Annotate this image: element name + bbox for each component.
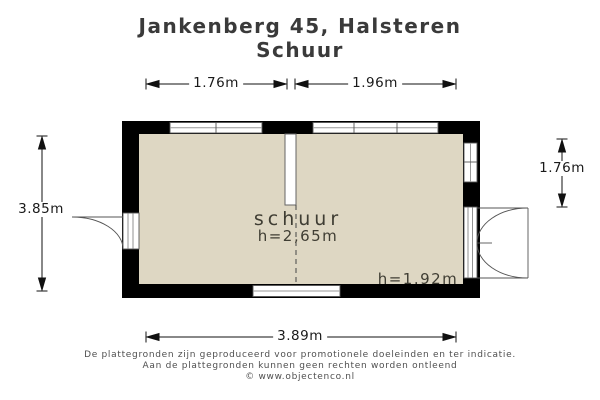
page-subtitle: Schuur <box>256 38 344 62</box>
window-right <box>464 143 477 182</box>
dim-label-top-right: 1.96m <box>348 76 402 91</box>
door-right-swing <box>477 208 528 278</box>
footer-copyright: © www.objectenco.nl <box>245 372 355 382</box>
room-name-label: schuur <box>253 208 343 230</box>
room-ceiling-height-label: h=2,65m <box>257 227 339 245</box>
room-secondary-height-label: h=1.92m <box>377 270 459 288</box>
dim-label-left: 3.85m <box>14 202 68 217</box>
footer-disclaimer-line1: De plattegronden zijn geproduceerd voor promotionele doeleinden en ter indicatie. <box>84 350 516 360</box>
dim-label-right: 1.76m <box>535 161 589 176</box>
door-right-frame <box>464 207 477 278</box>
wall-left <box>122 121 139 298</box>
dim-label-bottom: 3.89m <box>273 329 327 344</box>
door-right <box>464 207 528 278</box>
dim-label-top-left: 1.76m <box>189 76 243 91</box>
door-left <box>72 213 139 249</box>
page-title: Jankenberg 45, Halsteren <box>138 14 462 38</box>
window-bottom <box>253 286 340 297</box>
window-top-left <box>170 123 262 134</box>
door-left-frame <box>123 213 139 249</box>
footer-disclaimer-line2: Aan de plattegronden kunnen geen rechten worden ontleend <box>142 361 458 371</box>
door-left-swing <box>72 217 123 249</box>
window-top-right <box>313 123 438 134</box>
partition-wall <box>285 134 296 205</box>
